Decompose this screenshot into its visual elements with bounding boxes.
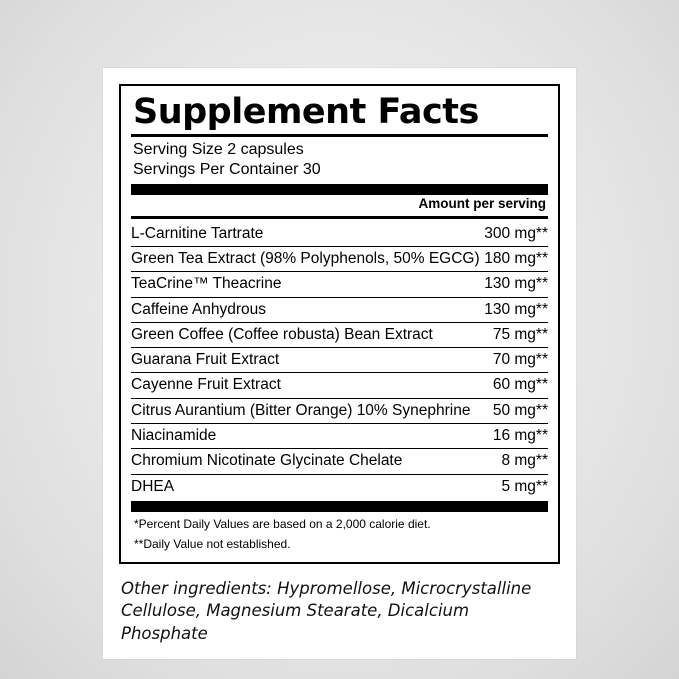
nutrient-amount: 180 mg** bbox=[484, 247, 548, 272]
nutrient-amount: 75 mg** bbox=[484, 322, 548, 347]
nutrient-amount: 130 mg** bbox=[484, 297, 548, 322]
nutrient-amount: 70 mg** bbox=[484, 348, 548, 373]
nutrient-amount: 130 mg** bbox=[484, 272, 548, 297]
nutrient-name: DHEA bbox=[131, 477, 175, 495]
table-row bbox=[131, 348, 548, 373]
nutrient-table bbox=[131, 222, 548, 499]
divider-under-title bbox=[131, 134, 548, 137]
table-row bbox=[131, 272, 548, 297]
nutrient-amount: 8 mg** bbox=[484, 449, 548, 474]
nutrient-amount: 5 mg** bbox=[501, 477, 548, 495]
nutrient-amount: 300 mg** bbox=[484, 222, 548, 247]
table-row bbox=[131, 247, 548, 272]
divider-under-amount-header bbox=[131, 216, 548, 219]
serving-size: Serving Size 2 capsules bbox=[133, 140, 304, 158]
divider-thick-bottom bbox=[131, 501, 548, 512]
table-row bbox=[131, 424, 548, 449]
amount-per-serving-header: Amount per serving bbox=[418, 195, 546, 211]
nutrient-name: Guarana Fruit Extract bbox=[131, 348, 484, 373]
nutrient-amount: 50 mg** bbox=[484, 398, 548, 423]
nutrient-amount: 16 mg** bbox=[484, 424, 548, 449]
servings-per-container: Servings Per Container 30 bbox=[133, 160, 321, 178]
table-row bbox=[131, 449, 548, 474]
table-row bbox=[131, 373, 548, 398]
divider-thick-top bbox=[131, 184, 548, 195]
nutrient-name: Cayenne Fruit Extract bbox=[131, 373, 484, 398]
page-title: Supplement Facts bbox=[133, 92, 479, 132]
table-row bbox=[131, 322, 548, 347]
nutrient-name: Chromium Nicotinate Glycinate Chelate bbox=[131, 449, 484, 474]
supplement-facts-panel bbox=[119, 84, 560, 564]
nutrient-name: Citrus Aurantium (Bitter Orange) 10% Synephrine bbox=[131, 398, 484, 423]
footnote-not-established: **Daily Value not established. bbox=[134, 537, 291, 552]
nutrient-name: TeaCrine™ Theacrine bbox=[131, 272, 484, 297]
table-row bbox=[131, 297, 548, 322]
table-row bbox=[131, 222, 548, 247]
other-ingredients: Other ingredients: Hypromellose, Microcrystalline Cellulose, Magnesium Stearate, Dicalcium Phosphate bbox=[121, 579, 532, 643]
nutrient-amount: 60 mg** bbox=[484, 373, 548, 398]
nutrient-name: Green Tea Extract (98% Polyphenols, 50% EGCG) bbox=[131, 247, 484, 272]
table-row bbox=[131, 474, 548, 499]
nutrient-name: L-Carnitine Tartrate bbox=[131, 222, 484, 247]
footnote-daily-values: *Percent Daily Values are based on a 2,000 calorie diet. bbox=[134, 516, 431, 531]
nutrient-name: Niacinamide bbox=[131, 424, 484, 449]
nutrient-name: Caffeine Anhydrous bbox=[131, 297, 484, 322]
table-row bbox=[131, 398, 548, 423]
supplement-facts-card bbox=[103, 68, 576, 659]
nutrient-name: Green Coffee (Coffee robusta) Bean Extract bbox=[131, 322, 484, 347]
